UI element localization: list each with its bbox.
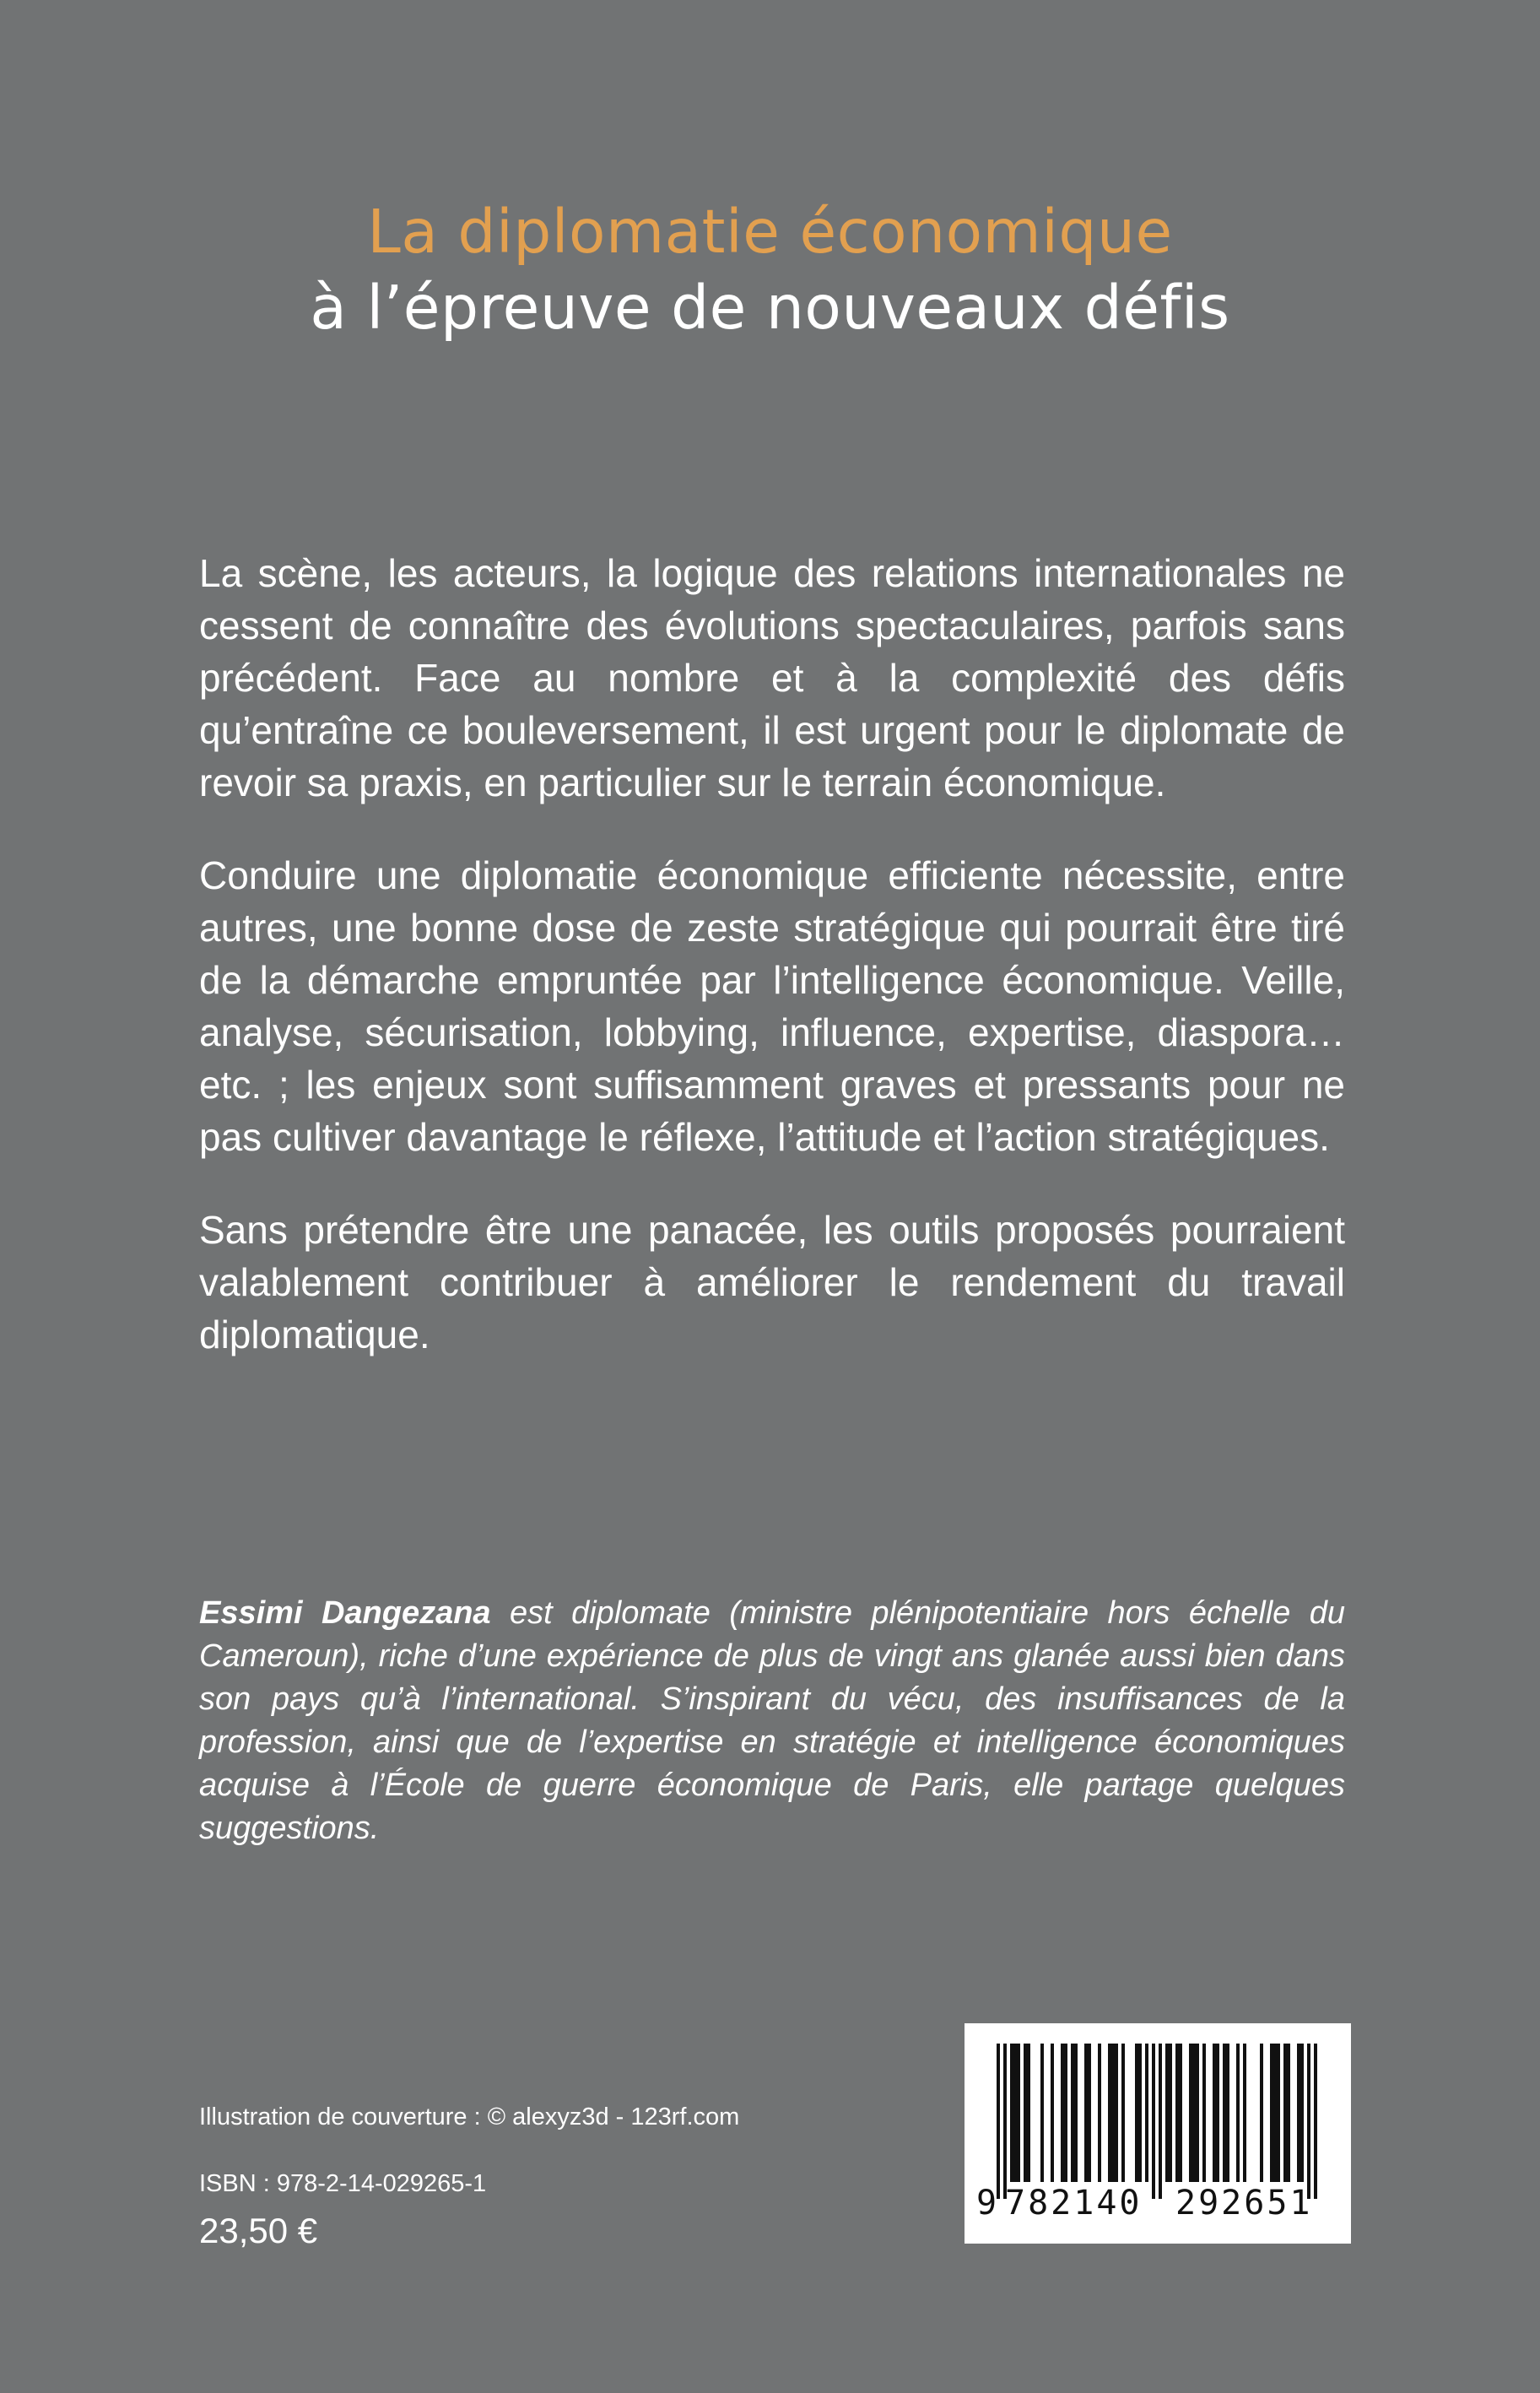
barcode-lead-digit: 9 [976,2184,997,2222]
barcode-bar [1189,2044,1192,2182]
barcode-bar [1138,2044,1142,2182]
barcode-bar [1013,2044,1017,2182]
barcode-bar [1236,2044,1240,2182]
barcode-bar [1145,2044,1148,2182]
book-title [0,194,1540,346]
barcode-bar [1135,2044,1138,2182]
author-name: Essimi Dangezana [199,1595,491,1631]
barcode-bar [1307,2044,1310,2199]
barcode-bar [997,2044,1000,2199]
title-line-2: à l’épreuve de nouveaux défis [310,273,1230,343]
barcode-bar [1010,2044,1013,2182]
barcode-bars [997,2044,1317,2199]
barcode-bar [1061,2044,1064,2182]
barcode-bar [1071,2044,1074,2182]
barcode-bar [1165,2044,1169,2182]
author-bio [199,1592,1345,1850]
barcode-bar [1216,2044,1219,2182]
barcode-bar [1159,2044,1162,2199]
paragraph-text: Conduire une diplomatie économique efficiente nécessite, entre autres, une bonne dose de zeste stratégique qui pourrait être tiré de la démarche empruntée par l’intelligence économique. Veille, analyse, sécurisation, lobbying, influence, expertise, diaspora… etc. ; les enjeux sont suffisamment graves et pressants pour ne pas cultiver davantage le réflexe, l’attitude et l’action stratégiques. [199,853,1345,1159]
barcode-bar [1314,2044,1317,2199]
barcode-bar [1260,2044,1263,2182]
barcode-bar [1064,2044,1067,2182]
barcode-bar [1074,2044,1078,2182]
barcode-bar [1111,2044,1115,2182]
barcode-bar [1213,2044,1216,2182]
cover-illustration-credit: Illustration de couverture : © alexyz3d - 123rf.com [199,2103,740,2130]
barcode-bar [1297,2044,1300,2182]
barcode-bar [1115,2044,1118,2182]
barcode-bar [1003,2044,1007,2199]
barcode-bar [1192,2044,1196,2182]
barcode-bar [1277,2044,1280,2182]
barcode-bar [1243,2044,1246,2182]
barcode-bar [1024,2044,1027,2182]
author-bio-text: est diplomate (ministre plénipotentiaire hors échelle du Cameroun), riche d’une expérience de plus de vingt ans glanée aussi bien dans son pays qu’à l’international. S’inspirant du vécu, des insuffisances de la profession, ainsi que de l’expertise en stratégie et intelligence économiques acquise à l’École de guerre économique de Paris, elle partage quelques suggestions. [199,1595,1346,1846]
barcode-bar [1051,2044,1054,2182]
barcode-bar [1088,2044,1091,2182]
isbn: ISBN : 978-2-14-029265-1 [199,2170,487,2197]
barcode-bar [1108,2044,1111,2182]
synopsis-paragraph-3 [199,1204,1345,1361]
barcode-bar [1287,2044,1290,2182]
barcode-bar [1169,2044,1172,2182]
barcode [965,2023,1351,2244]
barcode-left-digits: 782140 [1005,2184,1143,2222]
barcode-bar [1196,2044,1199,2182]
barcode-bar [1202,2044,1206,2182]
barcode-right-digits: 292651 [1175,2184,1313,2222]
barcode-bar [1179,2044,1182,2182]
barcode-bar [1223,2044,1226,2182]
price: 23,50 € [199,2211,318,2250]
barcode-bar [1283,2044,1287,2182]
barcode-bar [1040,2044,1044,2182]
synopsis-paragraph-1 [199,547,1345,809]
paragraph-text: La scène, les acteurs, la logique des relations internationales ne cessent de connaître des évolutions spectaculaires, parfois sans précédent. Face au nombre et à la complexité des défis qu’entraîne ce bouleversement, il est urgent pour le diplomate de revoir sa praxis, en particulier sur le terrain économique. [199,551,1345,804]
title-line-1: La diplomatie économique [367,197,1173,267]
barcode-bar [1098,2044,1101,2182]
barcode-bar [1027,2044,1030,2182]
barcode-bar [1121,2044,1125,2182]
barcode-bar [1226,2044,1229,2182]
synopsis-paragraph-2 [199,849,1345,1163]
barcode-graphic [965,2023,1351,2244]
barcode-bar [1270,2044,1273,2182]
barcode-bar [1273,2044,1277,2182]
barcode-bar [1152,2044,1155,2199]
barcode-bar [1300,2044,1304,2182]
barcode-bar [1017,2044,1020,2182]
barcode-bar [1084,2044,1088,2182]
barcode-bar [1175,2044,1179,2182]
paragraph-text: Sans prétendre être une panacée, les outils proposés pourraient valablement contribuer à améliorer le rendement du travail diplomatique. [199,1208,1345,1356]
